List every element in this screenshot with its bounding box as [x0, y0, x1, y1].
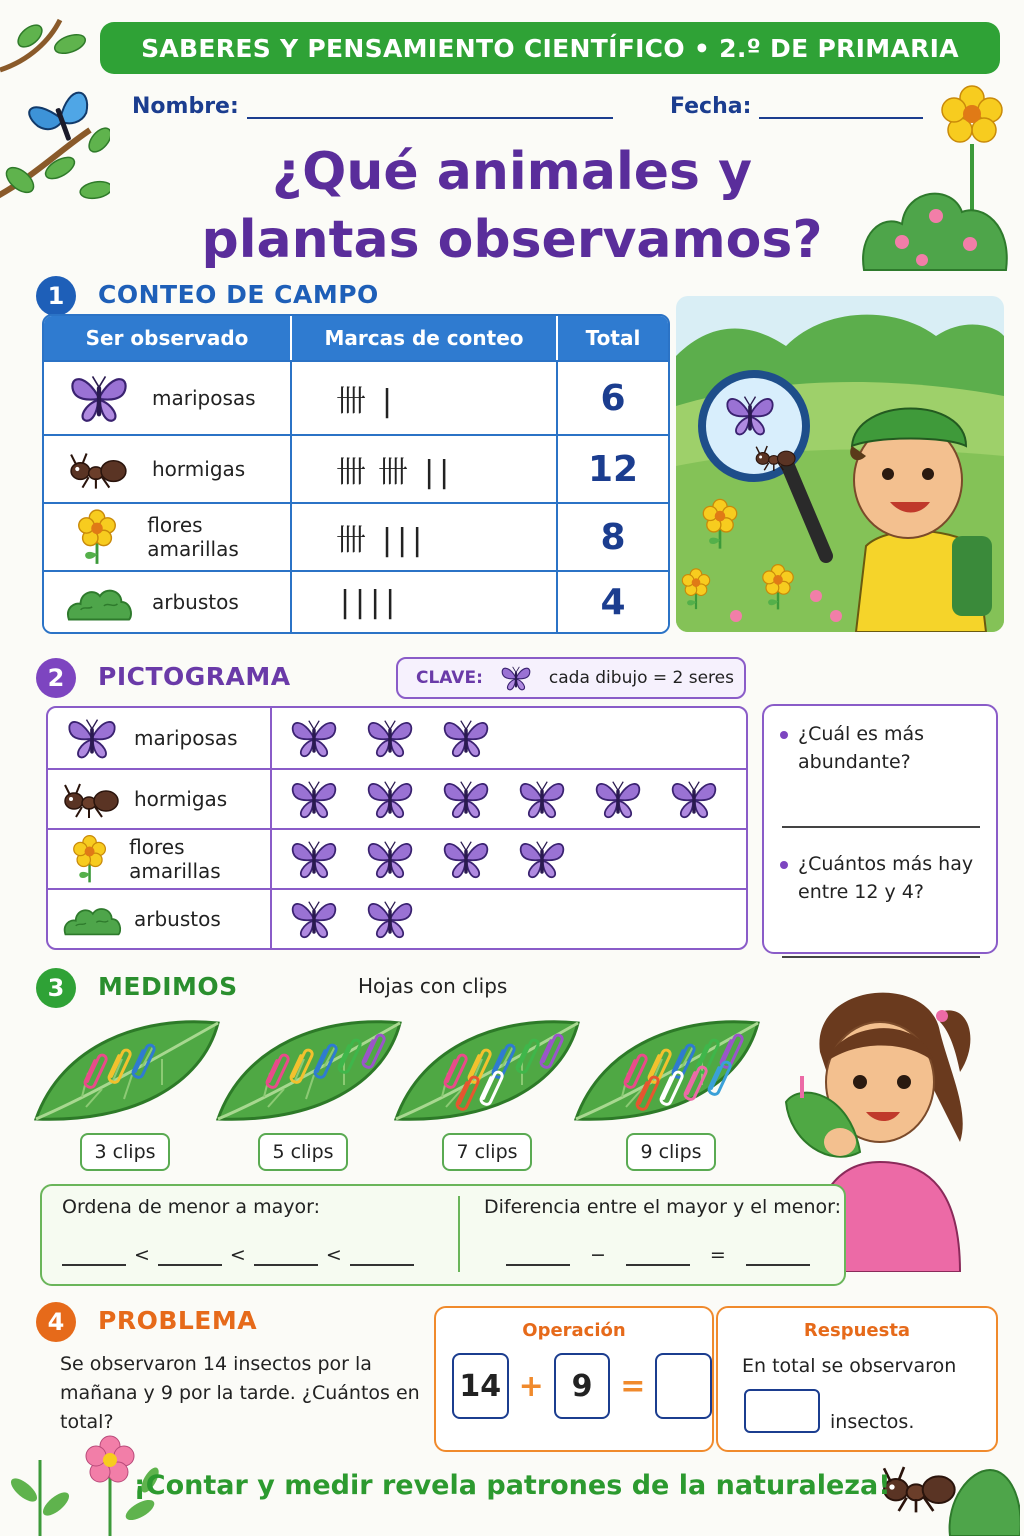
- pictogram-butterfly-icon: [364, 777, 416, 821]
- key-text: cada dibujo = 2 seres: [548, 668, 734, 688]
- row-name: mariposas: [134, 726, 238, 750]
- pictogram-butterfly-icon: [516, 837, 568, 881]
- leaf-clip-count: 7 clips: [442, 1133, 532, 1171]
- leaf-with-clips: [214, 1010, 404, 1134]
- pictogram-butterfly-icon: [668, 777, 720, 821]
- order-blank[interactable]: [254, 1246, 318, 1266]
- question-1: [780, 720, 980, 776]
- diff-blank[interactable]: [626, 1246, 690, 1266]
- operation-title: Operación: [522, 1320, 626, 1341]
- pictogram-butterfly-icon: [440, 716, 492, 760]
- leaf-icon: [392, 1010, 582, 1130]
- section-4-number: 4: [36, 1302, 76, 1342]
- pictogram-symbols: [272, 770, 746, 828]
- section-4-title: PROBLEMA: [98, 1306, 258, 1335]
- row-name: arbustos: [134, 907, 221, 931]
- tally-marks: 卌 卌 ||: [292, 436, 558, 502]
- pictogram-butterfly-icon: [516, 777, 568, 821]
- pictogram-butterfly-icon: [440, 777, 492, 821]
- date-field[interactable]: [670, 94, 923, 119]
- pictogram-key: [396, 657, 746, 699]
- key-butterfly-icon: [499, 664, 533, 692]
- leaf-with-clips: [32, 1010, 222, 1134]
- sum-box[interactable]: [655, 1353, 712, 1419]
- boy-magnifier-illustration: [676, 296, 1004, 632]
- butterfly-icon: [64, 371, 134, 425]
- ant-icon: [62, 779, 122, 819]
- diff-blank[interactable]: [746, 1246, 810, 1266]
- order-label: Ordena de menor a mayor:: [62, 1196, 320, 1218]
- section-3-number: 3: [36, 968, 76, 1008]
- order-blank[interactable]: [350, 1246, 414, 1266]
- problem-text: Se observaron 14 insectos por la mañana y 9 por la tarde. ¿Cuántos en total?: [60, 1353, 420, 1433]
- leaf-with-clips: [572, 1010, 762, 1134]
- addend-a: 14: [452, 1353, 509, 1419]
- pictogram-row: [48, 828, 746, 888]
- leaf-icon: [572, 1010, 762, 1130]
- answer-text-1: En total se observaron: [742, 1355, 957, 1377]
- tally-marks: ||||: [292, 572, 558, 632]
- questions-box: [762, 704, 998, 954]
- tally-marks: 卌 |||: [292, 504, 558, 570]
- row-name: flores amarillas: [129, 835, 221, 883]
- answer-line-2[interactable]: [782, 932, 980, 958]
- plus-sign: +: [518, 1368, 544, 1404]
- ant-icon: [64, 442, 134, 496]
- order-blank[interactable]: [158, 1246, 222, 1266]
- table-row: [44, 502, 668, 570]
- difference-blanks[interactable]: [506, 1244, 810, 1266]
- table-row: [44, 360, 668, 434]
- footer-slogan: ¡Contar y medir revela patrones de la naturaleza!: [133, 1470, 891, 1501]
- pictogram-butterfly-icon: [364, 897, 416, 941]
- leaf-clip-count: 9 clips: [626, 1133, 716, 1171]
- diff-blank[interactable]: [506, 1246, 570, 1266]
- pictogram-butterfly-icon: [288, 837, 340, 881]
- name-line[interactable]: [247, 95, 613, 119]
- tally-table-header: [44, 316, 668, 360]
- pictogram-butterfly-icon: [364, 716, 416, 760]
- table-row: [44, 434, 668, 502]
- question-2: [780, 850, 980, 906]
- tally-table: [42, 314, 670, 634]
- operation-box: [434, 1306, 714, 1452]
- name-label: Nombre:: [132, 94, 239, 119]
- pictogram-butterfly-icon: [592, 777, 644, 821]
- date-label: Fecha:: [670, 94, 752, 119]
- pictogram-butterfly-icon: [288, 777, 340, 821]
- row-total: 12: [587, 448, 639, 490]
- difference-label: Diferencia entre el mayor y el menor:: [484, 1196, 842, 1218]
- key-label: CLAVE:: [416, 668, 483, 688]
- flower-icon: [62, 834, 117, 884]
- title-line-2: plantas observamos?: [201, 210, 823, 270]
- question-text: ¿Cuál es más abundante?: [798, 723, 925, 773]
- measure-box: [40, 1184, 846, 1286]
- order-blanks[interactable]: [62, 1244, 414, 1266]
- divider: [458, 1196, 460, 1272]
- leaf-icon: [214, 1010, 404, 1130]
- bush-icon: [64, 575, 134, 629]
- pictogram-butterfly-icon: [440, 837, 492, 881]
- order-blank[interactable]: [62, 1246, 126, 1266]
- row-name: hormigas: [152, 457, 246, 481]
- tally-marks: 卌 |: [292, 362, 558, 434]
- col-being: Ser observado: [44, 316, 292, 360]
- section-1-number: 1: [36, 276, 76, 316]
- pictogram-butterfly-icon: [288, 897, 340, 941]
- subject-banner: SABERES Y PENSAMIENTO CIENTÍFICO • 2.º DE PRIMARIA: [100, 22, 1000, 74]
- flower-icon: [64, 510, 129, 564]
- row-name: mariposas: [152, 386, 256, 410]
- leaf-clip-count: 3 clips: [80, 1133, 170, 1171]
- leaf-icon: [32, 1010, 222, 1130]
- lt-sign: <: [134, 1244, 150, 1266]
- answer-title: Respuesta: [803, 1320, 911, 1341]
- pictogram-row: [48, 888, 746, 948]
- leaf-with-clips: [392, 1010, 582, 1134]
- row-total: 4: [600, 581, 626, 623]
- question-text: ¿Cuántos más hay entre 12 y 4?: [798, 853, 974, 903]
- row-name: hormigas: [134, 787, 228, 811]
- col-total: Total: [585, 326, 641, 350]
- answer-input[interactable]: [744, 1389, 820, 1433]
- addend-b: 9: [554, 1353, 611, 1419]
- butterfly-icon: [62, 715, 122, 761]
- name-field[interactable]: [132, 94, 613, 119]
- pictogram-butterfly-icon: [288, 716, 340, 760]
- row-name: flores amarillas: [147, 513, 239, 561]
- lt-sign: <: [325, 1244, 342, 1266]
- bush-icon: [62, 899, 122, 939]
- pictogram-symbols: [272, 830, 746, 888]
- leaves-subtitle: Hojas con clips: [358, 974, 508, 998]
- lt-sign: <: [229, 1244, 246, 1266]
- answer-text-2: insectos.: [830, 1411, 915, 1433]
- row-name: arbustos: [152, 590, 239, 614]
- page-title: [0, 138, 1024, 274]
- leaf-clip-count: 5 clips: [258, 1133, 348, 1171]
- minus-sign: −: [590, 1244, 606, 1266]
- row-total: 8: [600, 516, 626, 558]
- pictogram-symbols: [272, 708, 746, 768]
- equals-sign: =: [709, 1244, 726, 1266]
- section-2-title: PICTOGRAMA: [98, 662, 291, 691]
- section-1-title: CONTEO DE CAMPO: [98, 280, 379, 309]
- section-2-number: 2: [36, 658, 76, 698]
- date-line[interactable]: [759, 95, 923, 119]
- row-total: 6: [600, 377, 626, 419]
- col-marks: Marcas de conteo: [292, 316, 558, 360]
- section-3-title: MEDIMOS: [98, 972, 238, 1001]
- pictogram-table: [46, 706, 748, 950]
- equals-sign: =: [620, 1368, 646, 1404]
- pictogram-row: [48, 708, 746, 768]
- answer-line-1[interactable]: [782, 802, 980, 828]
- table-row: [44, 570, 668, 632]
- pictogram-symbols: [272, 890, 746, 948]
- title-line-1: ¿Qué animales y: [271, 142, 752, 202]
- pictogram-butterfly-icon: [364, 837, 416, 881]
- pictogram-row: [48, 768, 746, 828]
